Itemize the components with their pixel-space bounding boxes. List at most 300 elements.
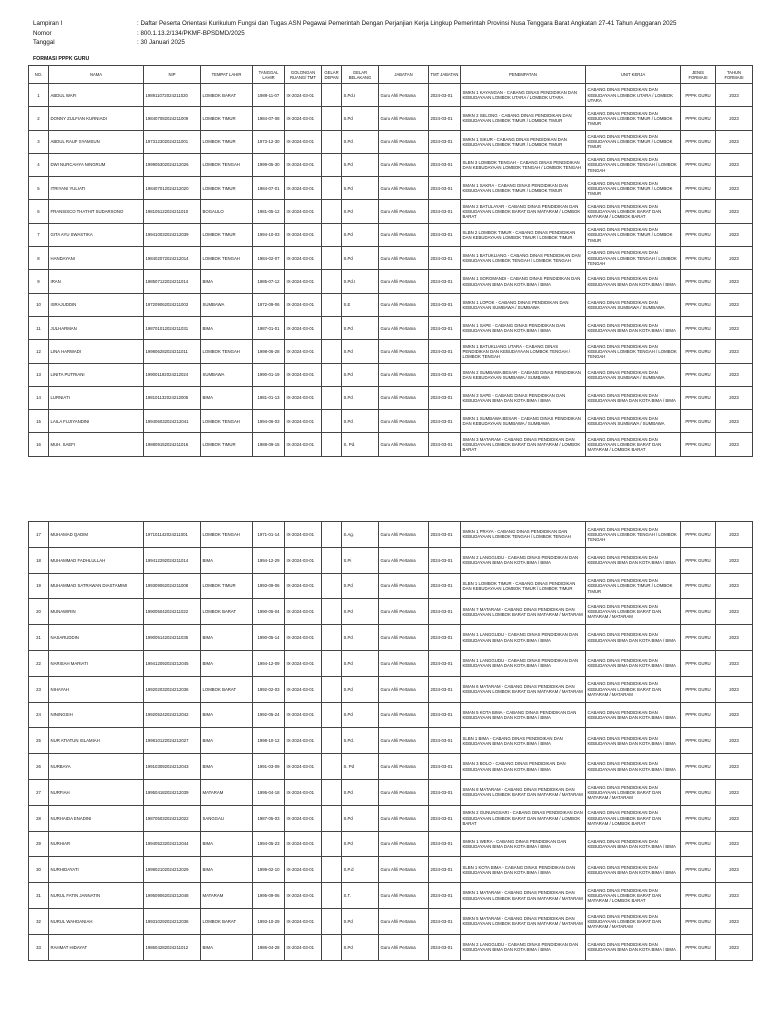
table-cell: 2024-03-01 (429, 934, 461, 960)
table-cell: LOMBOK BARAT (201, 676, 253, 702)
table-cell: 2024-03-01 (429, 293, 461, 316)
table-cell: Guru Ahli Pertama (379, 433, 429, 456)
table-cell: IX-2024-03-01 (285, 573, 322, 599)
table-row (29, 883, 753, 909)
table-cell: 2023 (716, 547, 753, 573)
table-cell: 1994-12-09 (253, 650, 285, 676)
table-cell: PPPK GURU (681, 754, 716, 780)
table-cell: LAILA FUJIYANDINI (49, 410, 144, 433)
table-cell: 199410032024212039 (144, 223, 201, 246)
table-cell: S.Pd (342, 340, 379, 363)
table-cell: 198402072024212014 (144, 247, 201, 270)
table-cell: 1987-05-03 (253, 805, 285, 831)
table-cell: 198407012024212020 (144, 177, 201, 200)
table-cell: 2024-03-01 (429, 908, 461, 934)
table-row (29, 177, 753, 200)
table-cell: SMAN 1 LANGGUDU - CABANG DINAS PENDIDIKAN DAN KEBUDAYAAN BIMA DAN KOTA BIMA / BIMA (461, 625, 586, 651)
table-cell: 16 (29, 433, 49, 456)
table-row (29, 316, 753, 339)
table-cell (322, 522, 342, 548)
table-cell: NURBAYA (49, 754, 144, 780)
table-cell: PPPK GURU (681, 625, 716, 651)
table-cell: 199412092024212045 (144, 650, 201, 676)
table-cell: S.Pd (342, 223, 379, 246)
table-cell: LOMBOK TIMUR (201, 573, 253, 599)
table-cell: SMKN 1 LOPOK - CABANG DINAS PENDIDIKAN DAN KEBUDAYAAN SUMBAWA / SUMBAWA (461, 293, 586, 316)
table-cell: BOGAULO (201, 200, 253, 223)
table-cell: 28 (29, 805, 49, 831)
table-cell: CABANG DINAS PENDIDIKAN DAN KEBUDAYAAN BIMA DAN KOTA BIMA / BIMA (586, 728, 681, 754)
table-cell (322, 153, 342, 176)
table-cell: Guru Ahli Pertama (379, 293, 429, 316)
table-cell: 197209062024211003 (144, 293, 201, 316)
table-cell: IX-2024-03-01 (285, 386, 322, 409)
table-cell: LOMBOK TIMUR (201, 223, 253, 246)
table-cell: 10 (29, 293, 49, 316)
table-cell: SMAN 1 SAKRA - CABANG DINAS PENDIDIKAN DAN KEBUDAYAAN LOMBOK TIMUR / LOMBOK TIMUR (461, 177, 586, 200)
table-cell: PPPK GURU (681, 363, 716, 386)
table-cell: 199504182024212039 (144, 779, 201, 805)
table-cell: SMAN 3 BOLO - CABANG DINAS PENDIDIKAN DAN KEBUDAYAAN BIMA DAN KOTA BIMA / BIMA (461, 754, 586, 780)
table-cell: CABANG DINAS PENDIDIKAN DAN KEBUDAYAAN LOMBOK BARAT DAN MATARAM / MATARAM (586, 779, 681, 805)
table-cell: SMAN 7 MATARAM - CABANG DINAS PENDIDIKAN DAN KEBUDAYAAN LOMBOK BARAT DAN MATARAM / MATARAM (461, 599, 586, 625)
table-cell: Guru Ahli Pertama (379, 650, 429, 676)
table-cell: BIMA (201, 650, 253, 676)
table-row (29, 200, 753, 223)
table-cell: SMKN 1 PRAYA - CABANG DINAS PENDIDIKAN DAN KEBUDAYAAN LOMBOK TENGAH / LOMBOK TENGAH (461, 522, 586, 548)
table-cell: 199902102024212029 (144, 857, 201, 883)
table-row (29, 340, 753, 363)
table-cell: 199202032024212036 (144, 676, 201, 702)
table-cell: 199810122024212027 (144, 728, 201, 754)
column-header: TEMPAT LAHIR (201, 66, 253, 84)
table-cell: 1981-01-13 (253, 386, 285, 409)
table-cell: S.Pd (342, 908, 379, 934)
column-header: NO. (29, 66, 49, 84)
table-header-row (29, 66, 753, 84)
table-cell: 19 (29, 573, 49, 599)
table-cell: DWI NURCAHYA NINGRUM (49, 153, 144, 176)
table-cell: DONNY ZULFIAN KURNIADI (49, 107, 144, 130)
table-cell: 1992-02-03 (253, 676, 285, 702)
table-cell: 2024-03-01 (429, 153, 461, 176)
table-cell: 2023 (716, 107, 753, 130)
table-cell: 17 (29, 522, 49, 548)
table-cell: SMAN 8 MATARAM - CABANG DINAS PENDIDIKAN DAN KEBUDAYAAN LOMBOK BARAT DAN MATARAM / MATARAM (461, 779, 586, 805)
table-row (29, 625, 753, 651)
table-row (29, 599, 753, 625)
table-cell: MATARAM (201, 883, 253, 909)
table-cell: 5 (29, 177, 49, 200)
table-cell: 2024-03-01 (429, 247, 461, 270)
table-cell: CABANG DINAS PENDIDIKAN DAN KEBUDAYAAN LOMBOK TENGAH / LOMBOK TENGAH (586, 247, 681, 270)
table-cell: 1995-09-06 (253, 883, 285, 909)
table-cell: PPPK GURU (681, 84, 716, 107)
table-cell: PPPK GURU (681, 650, 716, 676)
table-row (29, 522, 753, 548)
table-cell: 2024-03-01 (429, 316, 461, 339)
table-cell: 2024-03-01 (429, 650, 461, 676)
table-cell: 2023 (716, 754, 753, 780)
table-cell: S.Pd (342, 200, 379, 223)
table-cell: SUMBAWA (201, 293, 253, 316)
table-cell: LOMBOK TENGAH (201, 410, 253, 433)
nomor-label: Nomor (33, 29, 52, 37)
table-cell: 198911072024211020 (144, 84, 201, 107)
table-cell: NURUL FATIN JANNATIN (49, 883, 144, 909)
table-cell: 9 (29, 270, 49, 293)
tanggal-label: Tanggal (33, 39, 55, 47)
table-cell: Guru Ahli Pertama (379, 779, 429, 805)
table-cell: IX-2024-03-01 (285, 130, 322, 153)
table-cell: 197312302024211001 (144, 130, 201, 153)
table-cell: Guru Ahli Pertama (379, 676, 429, 702)
table-cell: S.Pd (342, 805, 379, 831)
tanggal-value: : 30 Januari 2025 (137, 39, 185, 47)
table-cell: SLBN 1 BIMA - CABANG DINAS PENDIDIKAN DAN KEBUDAYAAN BIMA DAN KOTA BIMA / BIMA (461, 728, 586, 754)
table-cell (322, 702, 342, 728)
table-cell: PPPK GURU (681, 177, 716, 200)
table-cell (322, 676, 342, 702)
table-cell: 33 (29, 934, 49, 960)
table-cell: SMAN 2 LANGGUDU - CABANG DINAS PENDIDIKAN DAN KEBUDAYAAN BIMA DAN KOTA BIMA / BIMA (461, 547, 586, 573)
table-cell: 2023 (716, 200, 753, 223)
table-cell: PPPK GURU (681, 200, 716, 223)
table-row (29, 779, 753, 805)
column-header: TANGGAL LAHIR (253, 66, 285, 84)
table-row (29, 857, 753, 883)
nomor-value: : 800.1.13.2/134/PKMF-BPSDMD/2025 (137, 29, 245, 37)
table-cell: 2024-03-01 (429, 676, 461, 702)
column-header: GOLONGAN RUANG/ TMT (285, 66, 322, 84)
table-row (29, 153, 753, 176)
table-cell: MUNAWIRIN (49, 599, 144, 625)
table-cell: 199310292024212036 (144, 908, 201, 934)
table-cell: Guru Ahli Pertama (379, 270, 429, 293)
table-cell (322, 754, 342, 780)
table-cell (322, 805, 342, 831)
table-row (29, 84, 753, 107)
table-cell: BIMA (201, 270, 253, 293)
table-cell: 2024-03-01 (429, 107, 461, 130)
table-cell: IRAN (49, 270, 144, 293)
table-cell: S.Pd (342, 177, 379, 200)
table-cell: NURHIAR (49, 831, 144, 857)
table-cell: Guru Ahli Pertama (379, 316, 429, 339)
table-cell: Guru Ahli Pertama (379, 223, 429, 246)
table-cell: 14 (29, 386, 49, 409)
table-row (29, 676, 753, 702)
table-cell: PPPK GURU (681, 831, 716, 857)
table-cell: IX-2024-03-01 (285, 223, 322, 246)
table-cell: PPPK GURU (681, 779, 716, 805)
table-cell (322, 316, 342, 339)
table-cell: LOMBOK TENGAH (201, 247, 253, 270)
table-cell: MUH. SAEFI (49, 433, 144, 456)
table-cell (322, 625, 342, 651)
table-cell: 2024-03-01 (429, 433, 461, 456)
table-cell: SMAN 2 SUMBAWA BESAR - CABANG DINAS PENDIDIKAN DAN KEBUDAYAAN SUMBAWA / SUMBAWA (461, 363, 586, 386)
table-cell: FRANSISCO THATHIT SUDARSONO (49, 200, 144, 223)
table-cell: S.E (342, 293, 379, 316)
table-cell: BIMA (201, 702, 253, 728)
table-cell: PPPK GURU (681, 293, 716, 316)
table-cell: LOMBOK TENGAH (201, 522, 253, 548)
table-cell: S.Pd (342, 599, 379, 625)
table-cell: SMAN 5 KOTA BIMA - CABANG DINAS PENDIDIKAN DAN KEBUDAYAAN BIMA DAN KOTA BIMA / BIMA (461, 702, 586, 728)
table-cell: IX-2024-03-01 (285, 599, 322, 625)
table-cell: CABANG DINAS PENDIDIKAN DAN KEBUDAYAAN LOMBOK TENGAH / LOMBOK TENGAH (586, 340, 681, 363)
table-cell (322, 177, 342, 200)
table-cell: RAHMAT HIDAYAT (49, 934, 144, 960)
table-cell: 1990-05-14 (253, 625, 285, 651)
table-cell: 2024-03-01 (429, 522, 461, 548)
table-cell: 2024-03-01 (429, 410, 461, 433)
table-cell: 15 (29, 410, 49, 433)
table-cell: Guru Ahli Pertama (379, 247, 429, 270)
table-cell: LOMBOK TIMUR (201, 130, 253, 153)
table-cell: 198101132024212005 (144, 386, 201, 409)
table-cell: 1993-10-29 (253, 908, 285, 934)
table-cell: 2023 (716, 316, 753, 339)
table-cell: 199205242024212042 (144, 702, 201, 728)
table-cell: Guru Ahli Pertama (379, 107, 429, 130)
column-header: NAMA (49, 66, 144, 84)
table-cell: 11 (29, 316, 49, 339)
table-cell: 199406032024212041 (144, 410, 201, 433)
table-cell: 2023 (716, 410, 753, 433)
table-cell: SMAN 1 BATUKLIANG - CABANG DINAS PENDIDIKAN DAN KEBUDAYAAN LOMBOK TENGAH / LOMBOK TENGAH (461, 247, 586, 270)
table-cell: 199103092024212043 (144, 754, 201, 780)
table-cell (322, 728, 342, 754)
table-cell: CABANG DINAS PENDIDIKAN DAN KEBUDAYAAN LOMBOK TIMUR / LOMBOK TIMUR (586, 130, 681, 153)
table-cell: S. Pd. (342, 433, 379, 456)
table-cell: NURFIAH (49, 779, 144, 805)
table-row (29, 107, 753, 130)
table-cell: 24 (29, 702, 49, 728)
table-cell: PPPK GURU (681, 107, 716, 130)
table-cell: 1973-12-30 (253, 130, 285, 153)
table-cell: 2024-03-01 (429, 883, 461, 909)
table-cell: SLBN 1 KOTA BIMA - CABANG DINAS PENDIDIKAN DAN KEBUDAYAAN BIMA DAN KOTA BIMA / BIMA (461, 857, 586, 883)
table-cell: 20 (29, 599, 49, 625)
table-cell: 1984-02-07 (253, 247, 285, 270)
table-cell: 2024-03-01 (429, 728, 461, 754)
table-row (29, 831, 753, 857)
table-cell: Guru Ahli Pertama (379, 177, 429, 200)
table-cell: S.Pd (342, 247, 379, 270)
table-cell: SMKN 1 SIKUR - CABANG DINAS PENDIDIKAN DAN KEBUDAYAAN LOMBOK TIMUR / LOMBOK TIMUR (461, 130, 586, 153)
table-cell: IX-2024-03-01 (285, 247, 322, 270)
table-row (29, 293, 753, 316)
table-cell: CABANG DINAS PENDIDIKAN DAN KEBUDAYAAN SUMBAWA / SUMBAWA (586, 410, 681, 433)
table-cell: 2023 (716, 573, 753, 599)
table-cell: SMAN 3 MATARAM - CABANG DINAS PENDIDIKAN DAN KEBUDAYAAN LOMBOK BARAT DAN MATARAM / LOMBOK BARAT (461, 433, 586, 456)
table-cell: CABANG DINAS PENDIDIKAN DAN KEBUDAYAAN BIMA DAN KOTA BIMA / BIMA (586, 625, 681, 651)
table-cell: 1999-05-30 (253, 153, 285, 176)
table-cell: SMAN 1 SOROMANDI - CABANG DINAS PENDIDIKAN DAN KEBUDAYAAN BIMA DAN KOTA BIMA / BIMA (461, 270, 586, 293)
table-cell: IX-2024-03-01 (285, 547, 322, 573)
table-cell: 2023 (716, 883, 753, 909)
table-cell: S.Pd (342, 702, 379, 728)
table-cell: 1988-09-15 (253, 433, 285, 456)
table-cell: 2023 (716, 363, 753, 386)
table-cell: 1998-10-12 (253, 728, 285, 754)
table-cell: 199509062024212048 (144, 883, 201, 909)
table-cell: Guru Ahli Pertama (379, 410, 429, 433)
table-cell: LOMBOK TIMUR (201, 177, 253, 200)
table-cell: ITRIYANI YULIATI (49, 177, 144, 200)
table-cell: 2024-03-01 (429, 386, 461, 409)
table-row (29, 270, 753, 293)
table-cell: IX-2024-03-01 (285, 728, 322, 754)
table-row (29, 754, 753, 780)
table-cell: 198407082024211009 (144, 107, 201, 130)
table-cell: NIHAYAH (49, 676, 144, 702)
table-cell: 1985-07-12 (253, 270, 285, 293)
table-cell (322, 883, 342, 909)
table-cell: 7 (29, 223, 49, 246)
table-cell: 2023 (716, 386, 753, 409)
table-row (29, 573, 753, 599)
table-cell: 2023 (716, 831, 753, 857)
table-cell (322, 84, 342, 107)
table-cell: 2023 (716, 728, 753, 754)
table-cell: SMKN 1 WERA - CABANG DINAS PENDIDIKAN DAN KEBUDAYAAN BIMA DAN KOTA BIMA / BIMA (461, 831, 586, 857)
table-cell: SMKN 2 SELONG - CABANG DINAS PENDIDIKAN DAN KEBUDAYAAN LOMBOK TIMUR / LOMBOK TIMUR (461, 107, 586, 130)
table-cell: IX-2024-03-01 (285, 702, 322, 728)
table-cell: NURHAIDA ENADINI (49, 805, 144, 831)
table-cell: IX-2024-03-01 (285, 934, 322, 960)
table-cell: NUR ATIATUN ISLAMIAH (49, 728, 144, 754)
table-cell: BIMA (201, 857, 253, 883)
table-cell: CABANG DINAS PENDIDIKAN DAN KEBUDAYAAN LOMBOK BARAT DAN MATARAM / MATARAM (586, 599, 681, 625)
table-cell: S.Pd (342, 316, 379, 339)
table-cell: S.Pd (342, 363, 379, 386)
table-cell: BIMA (201, 316, 253, 339)
table-cell: 2024-03-01 (429, 200, 461, 223)
table-row (29, 805, 753, 831)
table-cell: 2024-03-01 (429, 779, 461, 805)
table-cell: 1992-05-24 (253, 702, 285, 728)
table-cell (322, 857, 342, 883)
table-cell: 2023 (716, 934, 753, 960)
table-cell: 2023 (716, 293, 753, 316)
table-cell: 2023 (716, 340, 753, 363)
table-cell: 2023 (716, 625, 753, 651)
table-cell: Guru Ahli Pertama (379, 831, 429, 857)
table-cell: 2023 (716, 522, 753, 548)
table-cell (322, 363, 342, 386)
table-cell: CABANG DINAS PENDIDIKAN DAN KEBUDAYAAN BIMA DAN KOTA BIMA / BIMA (586, 831, 681, 857)
table-cell (322, 410, 342, 433)
table-cell: SMKN 1 KAYANGAN - CABANG DINAS PENDIDIKAN DAN KEBUDAYAAN LOMBOK UTARA / LOMBOK UTARA (461, 84, 586, 107)
table-cell: SMKN 1 SUMBAWA BESAR - CABANG DINAS PENDIDIKAN DAN KEBUDAYAAN SUMBAWA / SUMBAWA (461, 410, 586, 433)
lampiran-value: : Daftar Peserta Orientasi Kurikulum Fungsi dan Tugas ASN Pegawai Pemerintah Dengan Perjanjian Kerja Lingkup Pemerintah Provinsi Nusa Tenggara Barat Angkatan 27-41 Tahun Anggaran 2025 (137, 20, 677, 27)
table-cell: LINA HARWADI (49, 340, 144, 363)
table-cell: 2024-03-01 (429, 625, 461, 651)
table-cell (322, 130, 342, 153)
table-cell: 29 (29, 831, 49, 857)
table-cell: IX-2024-03-01 (285, 410, 322, 433)
table-cell: IX-2024-03-01 (285, 84, 322, 107)
table-cell: Guru Ahli Pertama (379, 547, 429, 573)
table-cell: SMAN 6 MATARAM - CABANG DINAS PENDIDIKAN DAN KEBUDAYAAN LOMBOK BARAT DAN MATARAM / MATARAM (461, 676, 586, 702)
table-cell: LOMBOK BARAT (201, 599, 253, 625)
table-cell: PPPK GURU (681, 223, 716, 246)
table-cell: CABANG DINAS PENDIDIKAN DAN KEBUDAYAAN BIMA DAN KOTA BIMA / BIMA (586, 547, 681, 573)
table-cell: S.T. (342, 883, 379, 909)
table-cell: BIMA (201, 625, 253, 651)
table-cell: Guru Ahli Pertama (379, 599, 429, 625)
table-cell: PPPK GURU (681, 883, 716, 909)
table-cell: NURUL WAHDANIAH (49, 908, 144, 934)
table-cell: SMAN 2 BATULAYAR - CABANG DINAS PENDIDIKAN DAN KEBUDAYAAN LOMBOK BARAT DAN MATARAM / LOMBOK BARAT (461, 200, 586, 223)
table-cell: 2023 (716, 908, 753, 934)
table-cell: 3 (29, 130, 49, 153)
table-cell: 2023 (716, 247, 753, 270)
table-cell: S.Pd (342, 934, 379, 960)
table-cell: 1990-05-04 (253, 599, 285, 625)
table-cell (322, 599, 342, 625)
table-cell: 2023 (716, 130, 753, 153)
participants-table-continued (28, 521, 753, 961)
table-cell (322, 934, 342, 960)
table-cell: 26 (29, 754, 49, 780)
table-cell: SLBN 1 LOMBOK TIMUR - CABANG DINAS PENDIDIKAN DAN KEBUDAYAAN LOMBOK TIMUR / LOMBOK TIMUR (461, 573, 586, 599)
table-cell: LOMBOK BARAT (201, 908, 253, 934)
column-header: GELAR BELAKANG (342, 66, 379, 84)
table-cell: 12 (29, 340, 49, 363)
table-cell: 2023 (716, 153, 753, 176)
table-cell (322, 779, 342, 805)
column-header: JABATAN (379, 66, 429, 84)
table-cell: 8 (29, 247, 49, 270)
table-cell: S.Pd (342, 386, 379, 409)
table-cell (322, 200, 342, 223)
table-cell: 1999-02-10 (253, 857, 285, 883)
table-cell: 2 (29, 107, 49, 130)
table-cell: CABANG DINAS PENDIDIKAN DAN KEBUDAYAAN LOMBOK BARAT DAN MATARAM / LOMBOK BARAT (586, 805, 681, 831)
table-cell: 2023 (716, 702, 753, 728)
table-row (29, 223, 753, 246)
table-cell: IX-2024-03-01 (285, 316, 322, 339)
table-row (29, 702, 753, 728)
table-cell: 198701012024211031 (144, 316, 201, 339)
table-cell: Guru Ahli Pertama (379, 883, 429, 909)
table-cell: CABANG DINAS PENDIDIKAN DAN KEBUDAYAAN LOMBOK BARAT DAN MATARAM / LOMBOK BARAT (586, 433, 681, 456)
table-cell (322, 247, 342, 270)
table-cell: 2024-03-01 (429, 754, 461, 780)
table-cell: 1984-07-08 (253, 107, 285, 130)
table-row (29, 934, 753, 960)
table-cell: CABANG DINAS PENDIDIKAN DAN KEBUDAYAAN BIMA DAN KOTA BIMA / BIMA (586, 650, 681, 676)
column-header: PENEMPATAN (461, 66, 586, 84)
table-cell: PPPK GURU (681, 857, 716, 883)
document-header (33, 19, 676, 48)
table-cell: 198809152024211016 (144, 433, 201, 456)
table-cell: PPPK GURU (681, 728, 716, 754)
table-row (29, 728, 753, 754)
table-cell: PPPK GURU (681, 153, 716, 176)
table-cell: IX-2024-03-01 (285, 754, 322, 780)
table-cell: CABANG DINAS PENDIDIKAN DAN KEBUDAYAAN BIMA DAN KOTA BIMA / BIMA (586, 316, 681, 339)
table-cell: 1989-11-07 (253, 84, 285, 107)
table-cell: 197101142024211001 (144, 522, 201, 548)
table-cell: CABANG DINAS PENDIDIKAN DAN KEBUDAYAAN BIMA DAN KOTA BIMA / BIMA (586, 857, 681, 883)
table-cell: 199001192024212024 (144, 363, 201, 386)
table-cell: 1972-09-06 (253, 293, 285, 316)
